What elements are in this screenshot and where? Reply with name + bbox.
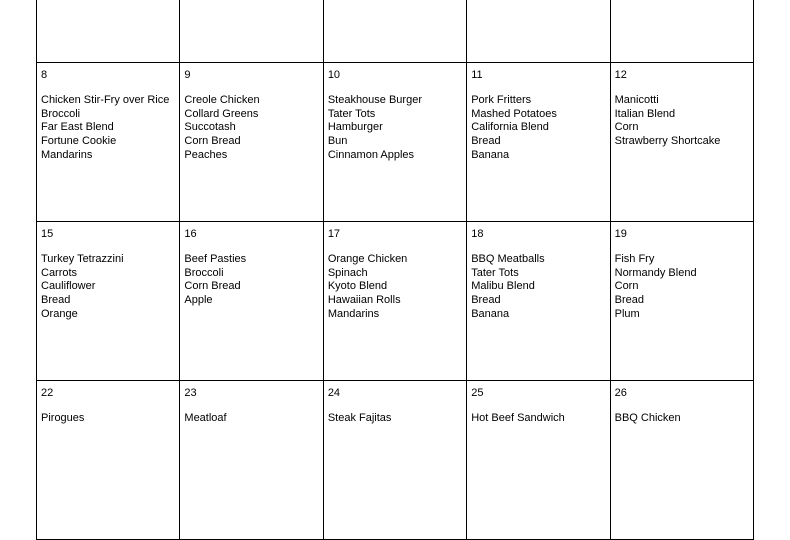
menu-item: Fortune Cookie [41,135,117,148]
menu-item: Steakhouse Burger [327,94,422,106]
menu-item: Chicken Stir-Fry over Rice [41,94,170,106]
menu-list [471,94,609,163]
day-number: 8 [41,69,48,81]
menu-item: Carrots [41,266,78,279]
menu-item: Hawaiian Rolls [327,294,401,307]
menu-item: Bread [471,135,501,148]
calendar-week-row [37,0,754,63]
day-number: 22 [41,387,54,399]
menu-list [184,253,322,308]
day-number: 15 [41,228,54,240]
menu-item: Steak Fajitas [327,412,392,424]
calendar-day-cell [467,0,610,63]
menu-item: Bread [41,294,71,307]
menu-item: Bread [614,294,644,307]
menu-item: Peaches [184,148,228,161]
menu-item: Hamburger [327,121,383,134]
menu-list [328,94,466,163]
menu-list [184,94,322,163]
menu-item: Cinnamon Apples [327,148,415,161]
lunch-menu-calendar [36,0,754,540]
menu-item: Corn [614,121,639,134]
day-number: 9 [184,69,191,81]
menu-item: Apple [184,294,213,307]
calendar-day-cell [37,381,180,540]
menu-item: Orange [41,307,78,320]
calendar-day-cell [180,63,323,222]
menu-list [471,412,609,426]
menu-item: Orange Chicken [327,253,408,265]
calendar-day-cell [37,222,180,381]
menu-list [615,412,753,426]
calendar-day-cell [611,222,754,381]
menu-list [615,253,753,322]
menu-item: Pirogues [41,412,85,424]
calendar-day-cell [37,63,180,222]
menu-item: Broccoli [41,107,81,120]
menu-item: Collard Greens [184,107,259,120]
calendar-day-cell [467,63,610,222]
calendar-day-cell [324,63,467,222]
menu-item: Fish Fry [614,253,655,265]
menu-item: Cauliflower [41,280,96,293]
menu-list [41,94,179,163]
day-number: 26 [614,387,627,399]
menu-list [41,412,179,426]
menu-item: Succotash [184,121,236,134]
calendar-day-cell [467,381,610,540]
day-number: 19 [614,228,627,240]
menu-item: Normandy Blend [614,266,697,279]
menu-list [184,412,322,426]
calendar-week-row [37,63,754,222]
menu-item: Manicotti [614,94,659,106]
day-number: 12 [614,69,627,81]
calendar-day-cell [324,381,467,540]
menu-item: Creole Chicken [184,94,260,106]
menu-item: Tater Tots [327,107,376,120]
menu-item: Bun [327,135,348,148]
calendar-day-cell [180,381,323,540]
calendar-day-cell [180,0,323,63]
day-number: 23 [184,387,197,399]
menu-list [328,253,466,322]
calendar-day-cell [611,381,754,540]
day-number: 18 [471,228,484,240]
day-number: 17 [327,228,341,240]
calendar-week-row [37,222,754,381]
menu-item: Meatloaf [184,412,227,424]
menu-list [41,253,179,322]
menu-item: Plum [614,307,640,320]
calendar-day-cell [324,0,467,63]
calendar-day-cell [611,63,754,222]
menu-item: Turkey Tetrazzini [41,253,124,265]
menu-item: Corn [614,280,639,293]
menu-item: Mashed Potatoes [471,107,557,120]
menu-item: Corn Bread [184,135,241,148]
menu-item: Beef Pasties [184,253,247,265]
calendar-day-cell [37,0,180,63]
calendar-week-row [37,381,754,540]
day-number: 25 [471,387,484,399]
menu-item: Far East Blend [41,121,114,134]
menu-item: Tater Tots [471,266,519,279]
menu-item: Pork Fritters [471,94,532,106]
menu-item: Malibu Blend [471,280,535,293]
menu-list [615,94,753,149]
day-number: 24 [327,387,341,399]
menu-item: Strawberry Shortcake [614,135,721,148]
menu-item: Broccoli [184,266,224,279]
calendar-day-cell [180,222,323,381]
menu-list [328,412,466,426]
menu-item: Spinach [327,266,368,279]
menu-item: Banana [471,307,510,320]
menu-list [471,253,609,322]
menu-item: Hot Beef Sandwich [471,412,565,424]
menu-item: Corn Bread [184,280,241,293]
menu-item: Kyoto Blend [327,280,388,293]
day-number: 11 [471,69,483,81]
menu-item: Mandarins [41,148,93,161]
menu-item: Bread [471,294,501,307]
menu-item: Banana [471,148,510,161]
day-number: 10 [327,69,341,81]
calendar-day-cell [611,0,754,63]
menu-item: Italian Blend [614,107,676,120]
calendar-day-cell [467,222,610,381]
menu-item: California Blend [471,121,549,134]
menu-item: BBQ Meatballs [471,253,545,265]
menu-item: Mandarins [327,307,380,320]
day-number: 16 [184,228,197,240]
menu-item: BBQ Chicken [614,412,681,424]
calendar-day-cell [324,222,467,381]
